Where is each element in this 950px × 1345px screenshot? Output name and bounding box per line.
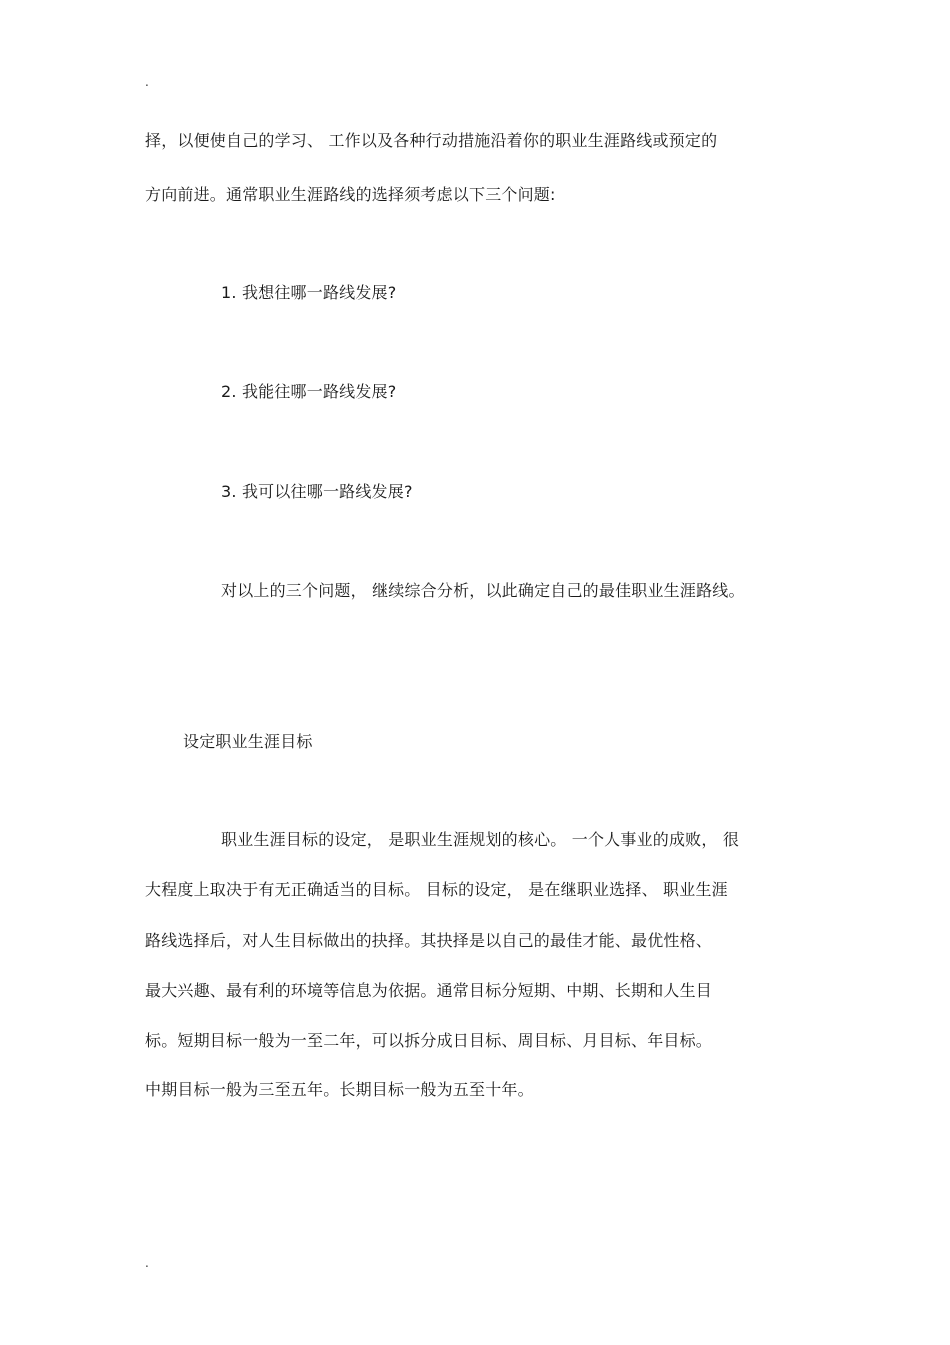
bottom-page-mark: . [145, 1256, 149, 1270]
section-line: 中期目标一般为三至五年。长期目标一般为五至十年。 [145, 1080, 534, 1099]
section-line: 大程度上取决于有无正确适当的目标。 目标的设定， 是在继职业选择、 职业生涯 [145, 880, 728, 899]
conclusion-paragraph: 对以上的三个问题， 继续综合分析，以此确定自己的最佳职业生涯路线。 [221, 581, 745, 600]
intro-line: 方向前进。通常职业生涯路线的选择须考虑以下三个问题: [145, 185, 556, 204]
intro-line: 择，以便使自己的学习、 工作以及各种行动措施沿着你的职业生涯路线或预定的 [145, 131, 718, 150]
question-item: 3. 我可以往哪一路线发展? [221, 482, 413, 501]
section-line: 最大兴趣、最有利的环境等信息为依据。通常目标分短期、中期、长期和人生目 [145, 981, 713, 1000]
section-heading: 设定职业生涯目标 [183, 732, 313, 751]
question-item: 1. 我想往哪一路线发展? [221, 283, 397, 302]
section-line: 标。短期目标一般为一至二年，可以拆分成日目标、周目标、月目标、年目标。 [145, 1031, 713, 1050]
question-item: 2. 我能往哪一路线发展? [221, 382, 397, 401]
top-page-mark: . [145, 75, 149, 89]
section-line: 路线选择后，对人生目标做出的抉择。其抉择是以自己的最佳才能、最优性格、 [145, 931, 713, 950]
section-line: 职业生涯目标的设定， 是职业生涯规划的核心。 一个人事业的成败， 很 [221, 830, 740, 849]
